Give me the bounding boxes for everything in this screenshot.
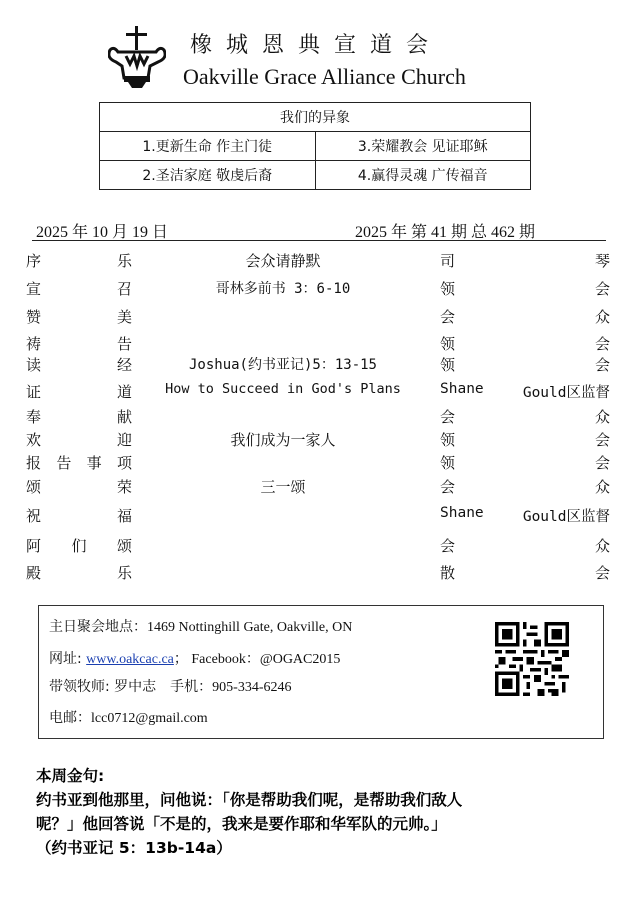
service-row bbox=[0, 406, 635, 430]
service-role: 会 众 bbox=[440, 408, 610, 426]
service-item: 证 道 bbox=[26, 383, 132, 401]
service-item: 祝 福 bbox=[26, 507, 132, 525]
service-item: 宣 召 bbox=[26, 280, 132, 298]
address-line: 主日聚会地点：1469 Nottinghill Gate, Oakville, ON bbox=[49, 619, 353, 635]
service-row bbox=[0, 306, 635, 330]
website-link[interactable]: www.oakcac.ca bbox=[86, 652, 174, 667]
phone-number: 905-334-6246 bbox=[212, 680, 292, 695]
contact-info-box bbox=[38, 605, 604, 739]
service-row bbox=[0, 250, 635, 274]
weekly-verse bbox=[36, 764, 606, 860]
pastor-name: 罗中志 bbox=[114, 679, 157, 695]
service-item: 阿 们 颂 bbox=[26, 537, 132, 555]
verse-text-line: 约书亚到他那里，问他说：「你是帮助我们呢，是帮助我们敌人 bbox=[36, 791, 463, 809]
pastor-line: 带领牧师: 罗中志 手机：905-334-6246 bbox=[49, 679, 292, 695]
service-role: 领 会 bbox=[440, 356, 610, 374]
service-item: 报 告 事 项 bbox=[26, 454, 132, 472]
service-role: 领 会 bbox=[440, 335, 610, 353]
vision-item: 2.圣洁家庭 敬虔后裔 bbox=[100, 161, 316, 190]
verse-title: 本周金句: bbox=[36, 767, 105, 785]
service-row bbox=[0, 535, 635, 559]
service-row bbox=[0, 381, 635, 405]
service-role: 领 会 bbox=[440, 454, 610, 472]
church-logo bbox=[108, 26, 166, 88]
service-role: 领 会 bbox=[440, 280, 610, 298]
service-role: Shane Gould区监督 bbox=[440, 505, 610, 525]
service-item: 颂 荣 bbox=[26, 478, 132, 496]
service-role: 散 会 bbox=[440, 564, 610, 582]
service-content: 三一颂 bbox=[260, 478, 306, 496]
service-item: 奉 献 bbox=[26, 408, 132, 426]
service-item: 祷 告 bbox=[26, 335, 132, 353]
vision-title: 我们的异象 bbox=[100, 103, 531, 132]
email-line: 电邮：lcc0712@gmail.com bbox=[49, 710, 208, 726]
church-name-chinese: 橡城恩典宣道会 bbox=[190, 33, 443, 58]
service-content: Joshua(约书亚记)5：13-15 bbox=[188, 357, 377, 373]
service-role: 会 众 bbox=[440, 308, 610, 326]
service-row bbox=[0, 278, 635, 302]
service-row bbox=[0, 476, 635, 500]
service-item: 欢 迎 bbox=[26, 431, 132, 449]
vision-table bbox=[99, 102, 531, 190]
service-row bbox=[0, 429, 635, 453]
service-role: Shane Gould区监督 bbox=[440, 381, 610, 401]
verse-reference: （约书亚记 5：13b-14a） bbox=[36, 839, 232, 857]
service-row bbox=[0, 452, 635, 476]
service-role: 司 琴 bbox=[440, 252, 610, 270]
service-item: 序 乐 bbox=[26, 252, 132, 270]
email-address: lcc0712@gmail.com bbox=[91, 711, 208, 726]
divider bbox=[32, 240, 606, 241]
service-row bbox=[0, 562, 635, 586]
service-item: 读 经 bbox=[26, 356, 132, 374]
website-line: 网址: www.oakcac.ca； Facebook：@OGAC2015 bbox=[49, 651, 341, 667]
service-row bbox=[0, 354, 635, 378]
qr-code bbox=[495, 622, 569, 696]
service-role: 会 众 bbox=[440, 537, 610, 555]
address: 1469 Nottinghill Gate, Oakville, ON bbox=[147, 620, 353, 635]
service-content: 我们成为一家人 bbox=[230, 431, 336, 449]
service-row bbox=[0, 505, 635, 529]
bulletin-date: 2025 年 10 月 19 日 bbox=[36, 224, 169, 241]
service-content: 会众请静默 bbox=[245, 252, 321, 270]
vision-item: 3.荣耀教会 见证耶稣 bbox=[315, 132, 531, 161]
facebook: ； Facebook：@OGAC2015 bbox=[173, 652, 341, 667]
service-role: 会 众 bbox=[440, 478, 610, 496]
verse-text-line: 呢？」他回答说「不是的，我来是要作耶和华军队的元帅。」 bbox=[36, 815, 447, 833]
vision-item: 1.更新生命 作主门徒 bbox=[100, 132, 316, 161]
vision-item: 4.赢得灵魂 广传福音 bbox=[315, 161, 531, 190]
church-name-english: Oakville Grace Alliance Church bbox=[183, 64, 466, 89]
service-content: How to Succeed in God's Plans bbox=[165, 381, 401, 397]
service-item: 殿 乐 bbox=[26, 564, 132, 582]
service-role: 领 会 bbox=[440, 431, 610, 449]
service-item: 赞 美 bbox=[26, 308, 132, 326]
service-content: 哥林多前书 3：6-10 bbox=[215, 281, 351, 297]
issue-number: 2025 年 第 41 期 总 462 期 bbox=[355, 224, 536, 241]
